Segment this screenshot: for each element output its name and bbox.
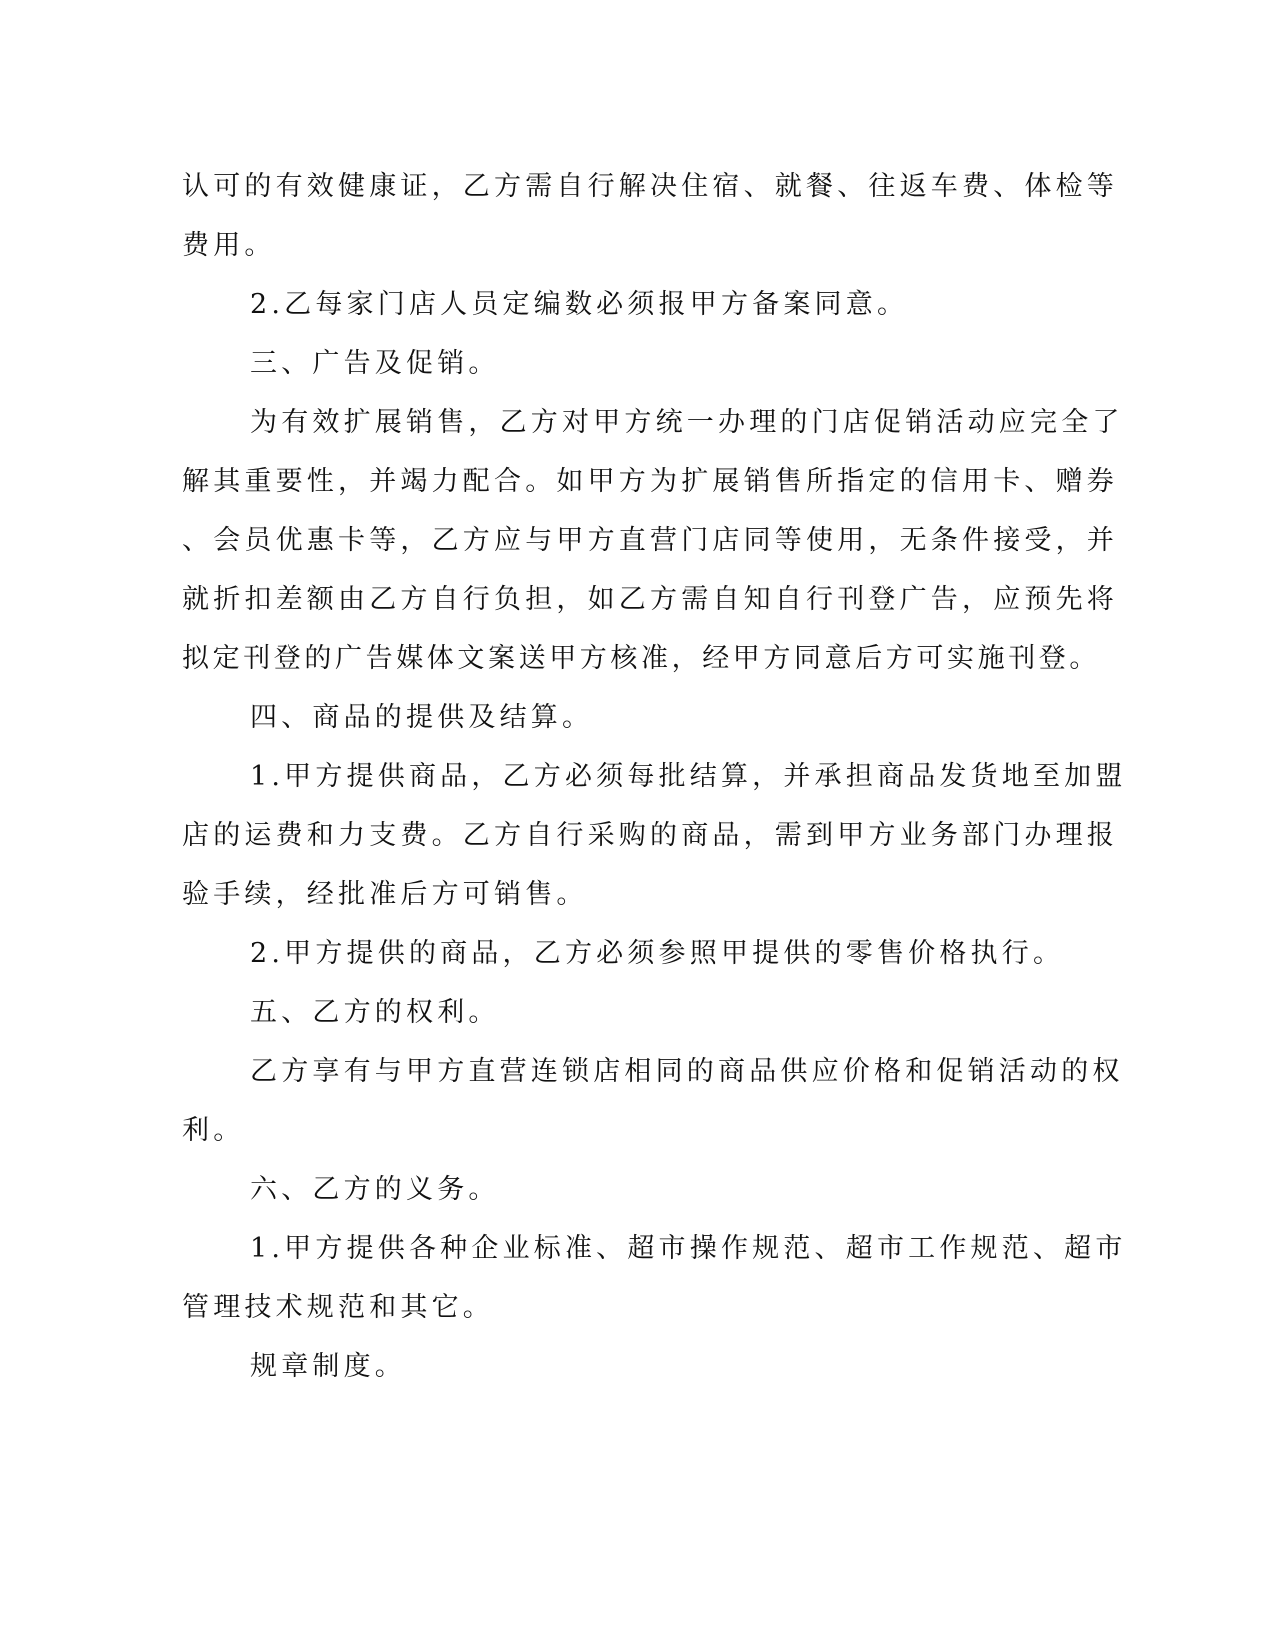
paragraph-start-line: 规章制度。 [250, 1351, 406, 1382]
text-line: 认可的有效健康证，乙方需自行解决住宿、就餐、往返车费、体检等 [182, 171, 1118, 202]
section-heading: 六、乙方的义务。 [250, 1174, 500, 1205]
paragraph-start-line: 为有效扩展销售，乙方对甲方统一办理的门店促销活动应完全了 [250, 407, 1124, 438]
text-line: 拟定刊登的广告媒体文案送甲方核准，经甲方同意后方可实施刊登。 [182, 643, 1100, 674]
text-line: 利。 [182, 1115, 245, 1146]
text-line: 验手续，经批准后方可销售。 [182, 879, 588, 910]
section-heading: 三、广告及促销。 [250, 348, 500, 379]
text-line: 管理技术规范和其它。 [182, 1292, 494, 1323]
section-heading: 四、商品的提供及结算。 [250, 702, 594, 733]
text-line: 就折扣差额由乙方自行负担，如乙方需自知自行刊登广告，应预先将 [182, 584, 1118, 615]
section-heading: 五、乙方的权利。 [250, 997, 500, 1028]
text-line: 、会员优惠卡等，乙方应与甲方直营门店同等使用，无条件接受，并 [182, 525, 1118, 556]
text-line: 店的运费和力支费。乙方自行采购的商品，需到甲方业务部门办理报 [182, 820, 1118, 851]
list-item-text: 2.甲方提供的商品，乙方必须参照甲提供的零售价格执行。 [250, 938, 1065, 969]
paragraph-start-line: 乙方享有与甲方直营连锁店相同的商品供应价格和促销活动的权 [250, 1056, 1124, 1087]
text-line: 费用。 [182, 230, 276, 261]
text-line: 解其重要性，并竭力配合。如甲方为扩展销售所指定的信用卡、赠券 [182, 466, 1118, 497]
list-item-text: 1.甲方提供各种企业标准、超市操作规范、超市工作规范、超市 [250, 1233, 1127, 1264]
document-body [182, 157, 1127, 1396]
list-item-text: 2.乙每家门店人员定编数必须报甲方备案同意。 [250, 289, 909, 320]
list-item-text: 1.甲方提供商品，乙方必须每批结算，并承担商品发货地至加盟 [250, 761, 1127, 792]
